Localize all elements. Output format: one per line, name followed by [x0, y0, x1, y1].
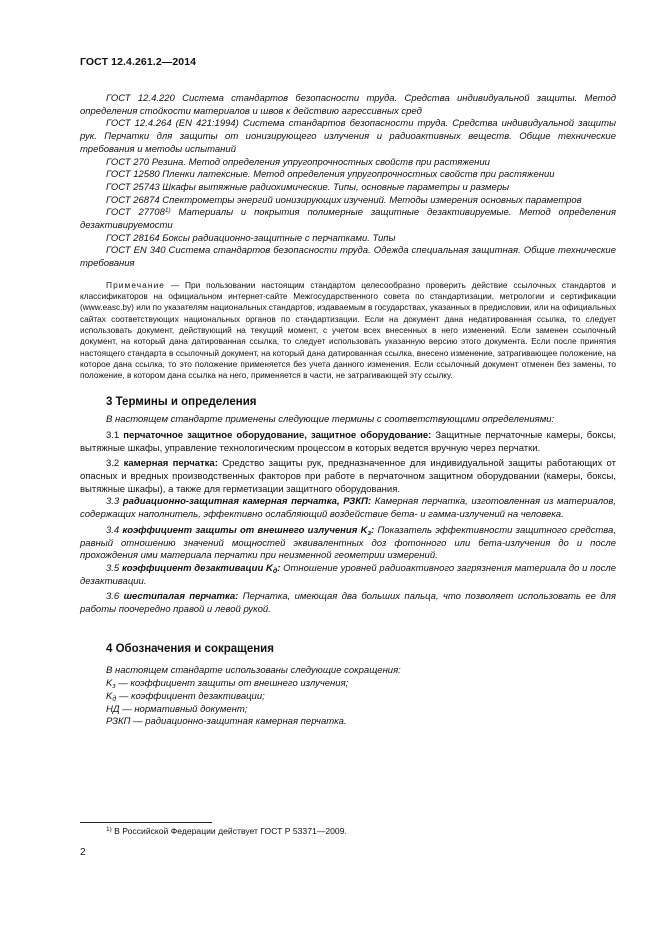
footnote-ref: 1): [164, 207, 171, 215]
abbreviation-item: НД — нормативный документ;: [106, 703, 248, 715]
abbreviation-text: — коэффициент дезактивации;: [116, 690, 265, 702]
term-number: 3.2: [106, 458, 124, 470]
page-number: 2: [80, 847, 86, 858]
term-colon: :: [371, 524, 375, 536]
footnote-separator: [80, 822, 212, 823]
ref-gost-26874: ГОСТ 26874 Спектрометры энергий ионизирующих изучений. Методы измерения основных параметров: [106, 194, 582, 206]
page-body: [80, 93, 616, 729]
abbreviation-symbol: K: [106, 678, 113, 690]
abbreviation-item: РЗКП — радиационно-защитная камерная перчатка.: [106, 716, 347, 728]
ref-gost-270: ГОСТ 270 Резина. Метод определения упругопрочностных свойств при растяжении: [106, 156, 490, 168]
term-number: 3.3: [106, 496, 123, 508]
abbreviation-symbol: K: [106, 690, 113, 702]
footnote: [106, 826, 347, 836]
term-name: радиационно-защитная камерная перчатка, РЗКП:: [122, 496, 372, 508]
term-subscript: д: [272, 567, 278, 575]
term-definition: Защитные перчаточные камеры, боксы, вытяжные шкафы, управление технологическим процессом в которых ведется вручную через перчатки.: [80, 429, 617, 454]
ref-gost-27708: [80, 207, 616, 232]
term-3-1: [80, 430, 616, 455]
term-number: 3.6: [106, 591, 124, 603]
abbreviation-subscript: з: [112, 683, 116, 691]
term-number: 3.5: [106, 562, 122, 574]
term-3-6: [80, 591, 616, 616]
abbreviation-list: [80, 665, 616, 729]
abbreviation-item: [106, 691, 616, 704]
term-name: коэффициент дезактивации K: [121, 562, 273, 574]
section-3-intro: В настоящем стандарте применены следующие термины с соответствующими определениями:: [106, 414, 555, 426]
term-3-4: [80, 525, 616, 563]
term-name: камерная перчатка:: [123, 458, 218, 470]
abbreviation-subscript: д: [112, 695, 117, 703]
term-subscript: з: [367, 529, 372, 537]
ref-gost-en-340: ГОСТ EN 340 Система стандартов безопасности труда. Одежда специальная защитная. Общие технические требования: [80, 245, 616, 270]
term-definition: Камерная перчатка, изготовленная из материалов, содержащих наполнитель, эффективно ослабляющий воздействие бета- и гамма-излучений на человека.: [80, 496, 616, 521]
abbreviation-text: — коэффициент защиты от внешнего излучения;: [115, 678, 349, 690]
section-4-heading: 4 Обозначения и сокращения: [106, 642, 274, 655]
term-colon: :: [277, 562, 281, 574]
ref-gost-12580: ГОСТ 12580 Пленки латексные. Метод определения упругопрочностных свойств при растяжении: [106, 169, 555, 181]
footnote-mark: 1): [106, 826, 112, 833]
term-definition: Отношение уровней радиоактивного загрязнения материала до и после дезактивации.: [80, 562, 616, 587]
ref-gost-12-4-264: ГОСТ 12.4.264 (EN 421:1994) Система стандартов безопасности труда. Средства индивидуальной защиты рук. Перчатки для защиты от ионизирующего излучения и радиоактивных веществ. Общие технические требования и методы испытаний: [80, 118, 616, 155]
term-number: 3.4: [106, 524, 123, 536]
note-text: — При пользовании настоящим стандартом целесообразно проверить действие ссылочных стандартов и классификаторов на официальном интернет-сайте Межгосударственного совета по стандартизации, метрологии и сертификации (www.easc.by) или по указателям национальных стандартов, издаваемым в государствах, указанных в предисловии, или на официальных сайтах соответствующих национальных органов по стандартизации. Если на документ дана недатированная ссылка, то следует использовать документ, действующий на текущий момент, с учетом всех внесенных в него изменений. Если заменен ссылочный документ, на который дана датированная ссылка, то следует использовать указанную версию этого документа. Если после принятия настоящего стандарта в ссылочный документ, на который дана датированная ссылка, внесено изменение, затрагивающее положение, на которое дана ссылка, то это положение применяется без учета данного изменения. Если ссылочный документ отменен без замены, то положение, в котором дана ссылка на него, применяется в части, не затрагивающей эту ссылку.: [80, 279, 616, 381]
ref-code: ГОСТ 27708: [106, 207, 165, 219]
term-definition: Перчатка, имеющая два больших пальца, что позволяет использовать ее для работы поочередно правой и левой рукой.: [80, 591, 616, 616]
term-3-5: [80, 563, 616, 588]
term-name: перчаточное защитное оборудование, защитное оборудование:: [123, 429, 432, 441]
note-paragraph: [80, 280, 616, 382]
term-name: коэффициент защиты от внешнего излучения K: [122, 524, 368, 536]
abbreviation-item: [106, 678, 616, 691]
section-3-heading: 3 Термины и определения: [106, 395, 257, 408]
ref-gost-28164: ГОСТ 28164 Боксы радиационно-защитные с перчатками. Типы: [106, 232, 396, 244]
abbreviation-intro: В настоящем стандарте использованы следующие сокращения:: [106, 665, 401, 677]
term-number: 3.1: [106, 429, 124, 441]
term-definition: Средство защиты рук, предназначенное для индивидуальной защиты работающих от опасных и вредных производственных факторов при работе в перчаточном защитном оборудовании (камеры, боксы, вытяжные шкафы), а также для герметизации защитного оборудования.: [80, 458, 616, 495]
ref-title: Материалы и покрытия полимерные защитные дезактивируемые. Метод определения дезактивируемости: [80, 207, 616, 232]
ref-gost-25743: ГОСТ 25743 Шкафы вытяжные радиохимические. Типы, основные параметры и размеры: [106, 181, 510, 193]
term-definition: Показатель эффективности защитного средства, равный отношению значений мощностей эквивалентных доз фотонного или бета-излучения до и после прохождения ими материала перчатки при неизменной геометрии измерений.: [80, 524, 616, 562]
term-3-3: [80, 496, 616, 521]
term-name: шестипалая перчатка:: [123, 591, 239, 603]
term-3-2: [80, 458, 616, 496]
note-label: Примечание: [106, 279, 166, 290]
running-header: ГОСТ 12.4.261.2—2014: [80, 56, 197, 68]
ref-gost-12-4-220: ГОСТ 12.4.220 Система стандартов безопасности труда. Средства индивидуальной защиты. Метод определения стойкости материалов и швов к действию агрессивных сред: [80, 93, 616, 117]
footnote-text: В Российской Федерации действует ГОСТ Р 53371—2009.: [111, 826, 347, 836]
